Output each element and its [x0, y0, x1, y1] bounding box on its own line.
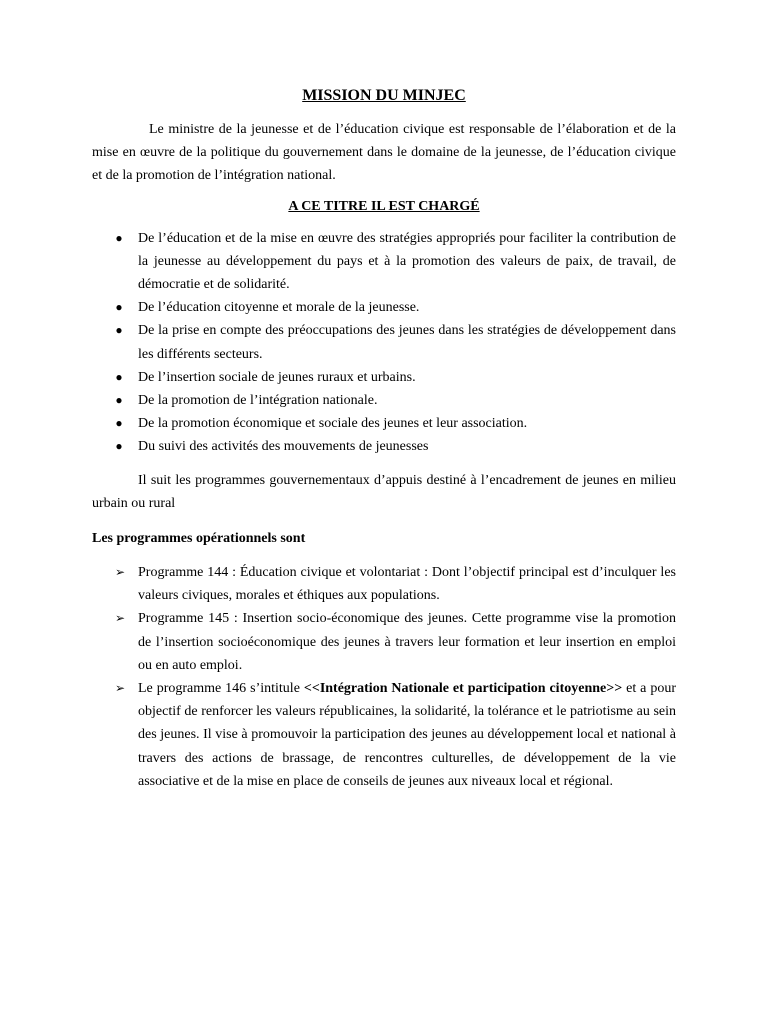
list-item [92, 412, 676, 435]
list-item [92, 607, 676, 677]
program-text: Programme 145 : Insertion socio-économique des jeunes. Cette programme vise la promotion de l’insertion socioéconomique des jeunes à travers leur formation et leur insertion en emploi ou en auto emploi. [138, 611, 676, 673]
arrow-bullet-icon: ➢ [114, 565, 126, 580]
bullet-icon: ● [115, 300, 123, 315]
bullet-icon: ● [115, 323, 123, 338]
duty-text: De la promotion de l’intégration nationale. [138, 393, 378, 409]
bullet-icon: ● [115, 393, 123, 408]
program-text-lead: Le programme 146 s’intitule [138, 681, 304, 697]
list-item [92, 366, 676, 389]
list-item [92, 389, 676, 412]
list-item [92, 227, 676, 297]
bullet-icon: ● [115, 416, 123, 431]
duty-text: De la prise en compte des préoccupations des jeunes dans les stratégies de développement dans les différents secteurs. [138, 323, 676, 362]
duty-text: Du suivi des activités des mouvements de jeunesses [138, 439, 429, 455]
program-text: Programme 144 : Éducation civique et volontariat : Dont l’objectif principal est d’inculquer les valeurs civiques, morales et éthiques aux populations. [138, 565, 676, 604]
list-item [92, 435, 676, 458]
section-subtitle: A CE TITRE IL EST CHARGÉ [288, 198, 480, 214]
intro-paragraph: Le ministre de la jeunesse et de l’éducation civique est responsable de l’élaboration et de la mise en œuvre de la politique du gouvernement dans le domaine de la jeunesse, de l’éducation civique et de la promotion de l’intégration national. [92, 122, 676, 184]
document-title: MISSION DU MINJEC [302, 87, 466, 104]
bullet-icon: ● [115, 369, 123, 384]
bullet-icon: ● [115, 230, 123, 245]
document-page [92, 86, 676, 793]
list-item [92, 561, 676, 607]
program-text-rest: et a pour objectif de renforcer les valeurs républicaines, la solidarité, la tolérance et le patriotisme au sein des jeunes. Il vise à promouvoir la participation des jeunes au développement local et national à travers des actions de brassage, de rencontres culturelles, de développement de la vie associative et de la mise en place de conseils de jeunes aux niveaux local et régional. [138, 681, 677, 789]
duty-text: De l’éducation et de la mise en œuvre des stratégies appropriés pour faciliter la contribution de la jeunesse au développement du pays et à la promotion des valeurs de paix, de travail, de démocratie et de solidarité. [138, 230, 676, 293]
duties-list [92, 227, 676, 459]
followup-paragraph: Il suit les programmes gouvernementaux d’appuis destiné à l’encadrement de jeunes en milieu urbain ou rural [92, 472, 676, 511]
arrow-bullet-icon: ➢ [114, 681, 126, 696]
programs-heading: Les programmes opérationnels sont [92, 531, 306, 547]
bullet-icon: ● [115, 439, 123, 454]
list-item [92, 677, 676, 793]
programs-list [92, 561, 676, 793]
list-item [92, 319, 676, 365]
duty-text: De l’éducation citoyenne et morale de la jeunesse. [138, 300, 420, 316]
duty-text: De l’insertion sociale de jeunes ruraux et urbains. [138, 369, 416, 385]
program-title: <<Intégration Nationale et participation citoyenne>> [303, 681, 623, 697]
duty-text: De la promotion économique et sociale des jeunes et leur association. [138, 416, 528, 432]
list-item [92, 296, 676, 319]
arrow-bullet-icon: ➢ [114, 611, 126, 626]
